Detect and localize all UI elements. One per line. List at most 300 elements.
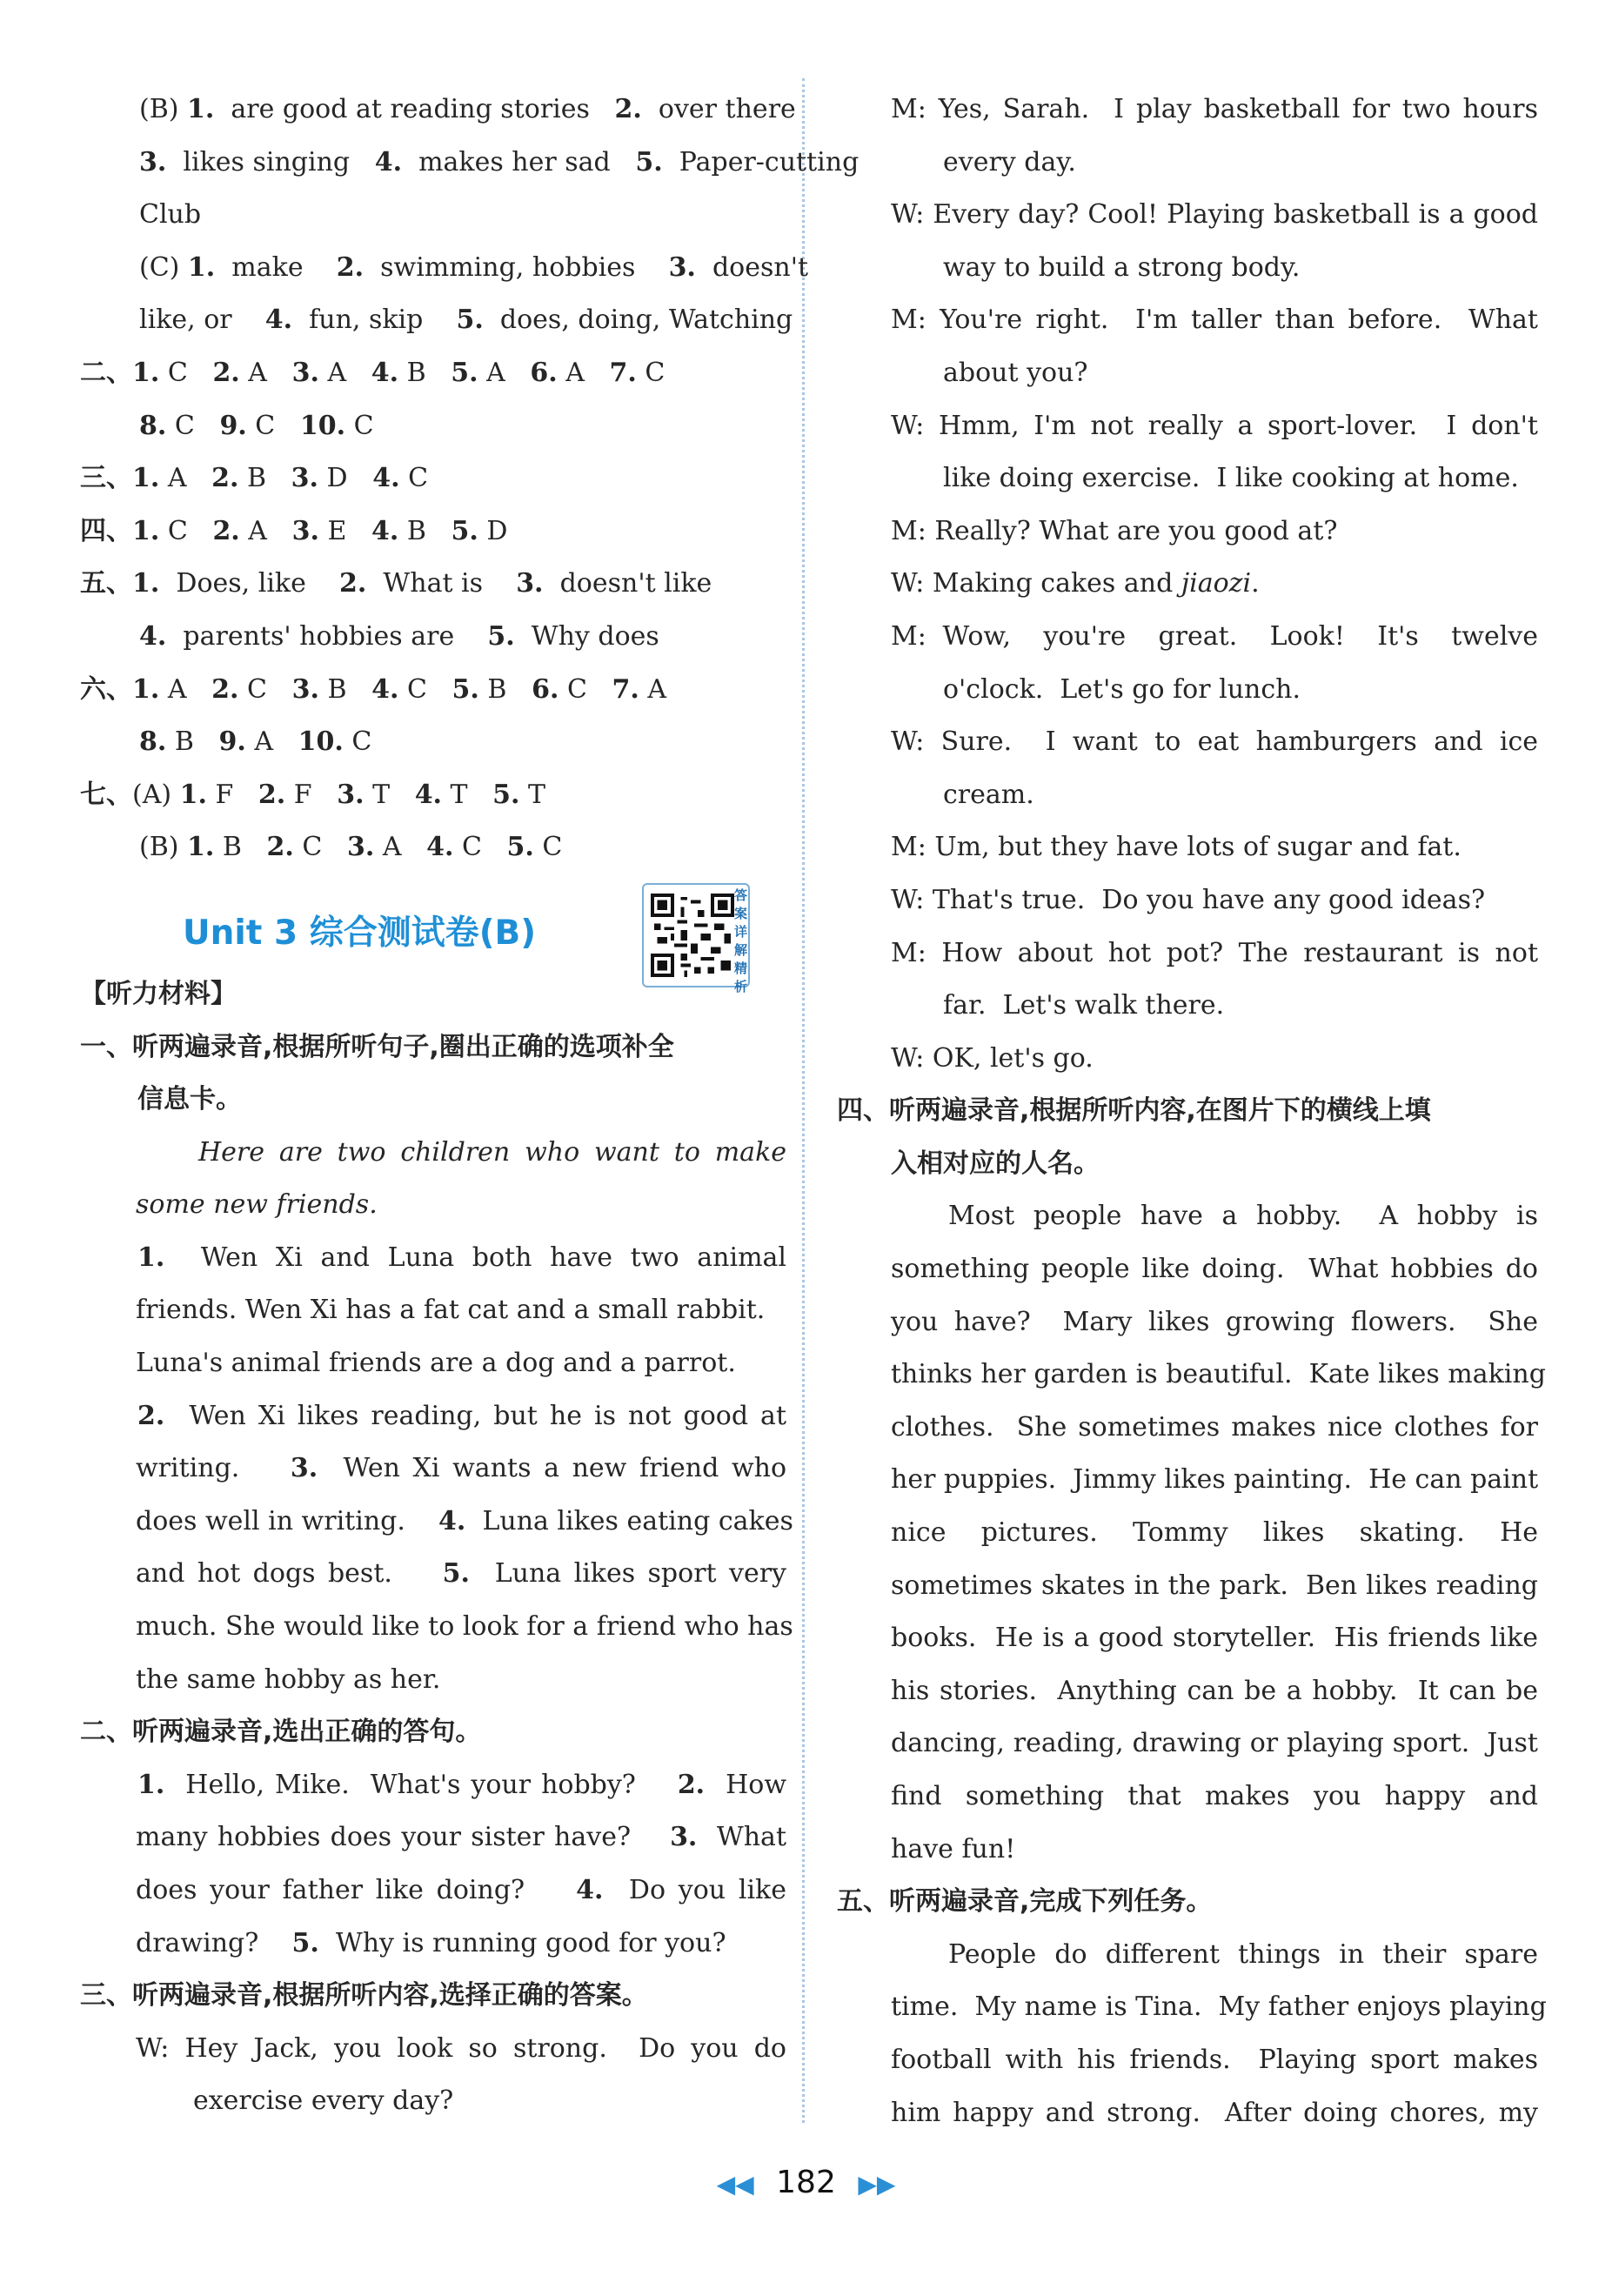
text-run: swimming, hobbies bbox=[364, 251, 669, 283]
text-run: B bbox=[318, 673, 372, 705]
text-line-content bbox=[948, 1929, 1538, 1982]
text-run: Do you like bbox=[603, 1875, 786, 1905]
text-run: T bbox=[519, 779, 546, 810]
text-line bbox=[80, 1601, 793, 1654]
text-line bbox=[80, 1759, 786, 1812]
text-run: dancing, reading, drawing or playing sport. Just bbox=[891, 1728, 1538, 1759]
text-run: 5. bbox=[456, 305, 484, 336]
text-line-content bbox=[139, 189, 201, 242]
text-run: are good at reading stories bbox=[214, 94, 615, 124]
text-run: C bbox=[246, 410, 300, 441]
text-run: 1. bbox=[132, 515, 160, 546]
text-run: 3. bbox=[291, 515, 319, 546]
text-line bbox=[80, 1496, 793, 1549]
text-line bbox=[873, 1033, 1536, 1086]
text-line bbox=[873, 716, 1536, 769]
text-line-content bbox=[891, 189, 1538, 242]
text-run: 3. bbox=[291, 357, 319, 388]
text-line bbox=[80, 137, 860, 190]
text-line-content bbox=[891, 1507, 1538, 1560]
text-line bbox=[80, 716, 786, 769]
text-line bbox=[873, 2034, 1536, 2087]
text-run: C bbox=[159, 357, 213, 388]
text-run: People do different things in their spare bbox=[948, 1938, 1538, 1970]
text-line bbox=[80, 1179, 786, 1232]
text-run: 2. bbox=[211, 673, 239, 705]
text-line-content bbox=[891, 1243, 1538, 1296]
text-run: o'clock. Let's go for lunch. bbox=[943, 673, 1301, 705]
text-run: Luna likes sport very bbox=[469, 1558, 786, 1590]
text-run: him happy and strong. After doing chores, my bbox=[891, 2097, 1538, 2128]
text-line bbox=[873, 664, 1536, 717]
text-run: W: Making cakes and bbox=[891, 568, 1181, 599]
text-run: does well in writing. bbox=[136, 1505, 439, 1536]
text-line-content bbox=[891, 1981, 1547, 2034]
text-run: 9. bbox=[219, 410, 247, 441]
text-line bbox=[80, 968, 786, 1021]
text-line-content bbox=[136, 1918, 726, 1971]
text-run: jiaozi bbox=[1181, 568, 1252, 599]
text-run: you have? Mary likes growing flowers. She bbox=[891, 1306, 1538, 1337]
text-line-content bbox=[891, 716, 1538, 769]
text-run: 1. bbox=[132, 357, 160, 388]
text-run: B bbox=[214, 832, 267, 863]
text-run: 5. bbox=[451, 515, 478, 546]
text-line-content bbox=[891, 1454, 1538, 1507]
text-run: 三、 bbox=[80, 463, 132, 494]
text-run: 4. bbox=[371, 515, 399, 546]
text-run: find something that makes you happy and bbox=[891, 1781, 1538, 1811]
text-run: How bbox=[705, 1769, 786, 1800]
text-run: B bbox=[238, 463, 291, 494]
text-line bbox=[80, 505, 786, 559]
text-run: fun, skip bbox=[292, 305, 457, 336]
text-line bbox=[873, 1349, 1546, 1402]
text-line-content bbox=[891, 874, 1485, 927]
text-line-content bbox=[948, 1190, 1538, 1243]
text-run: 2. bbox=[211, 463, 239, 494]
text-run: 5. bbox=[451, 357, 478, 388]
text-run: (A) bbox=[132, 779, 180, 810]
text-run: 6. bbox=[532, 673, 559, 705]
text-run: A bbox=[374, 832, 427, 863]
text-run: over there bbox=[641, 94, 796, 124]
text-line-content bbox=[891, 2087, 1538, 2140]
text-run: cream. bbox=[943, 779, 1034, 810]
text-line bbox=[873, 1243, 1536, 1296]
text-run: clothes. She sometimes makes nice clothes for bbox=[891, 1411, 1538, 1443]
text-line bbox=[80, 1390, 786, 1443]
text-run: C bbox=[238, 673, 292, 705]
text-run: C bbox=[159, 515, 213, 546]
text-run: way to build a strong body. bbox=[943, 251, 1301, 283]
text-line-content bbox=[136, 1811, 786, 1864]
text-run: far. Let's walk there. bbox=[943, 990, 1225, 1021]
text-line-content bbox=[891, 1612, 1538, 1665]
text-run: 1. bbox=[187, 251, 216, 283]
text-run: (C) bbox=[139, 251, 188, 283]
text-run: B bbox=[398, 357, 451, 388]
text-run: Does, like bbox=[159, 568, 340, 599]
listening-material-continued bbox=[837, 84, 1547, 2139]
text-run: 4. bbox=[576, 1875, 604, 1905]
text-line bbox=[873, 927, 1536, 981]
text-run: 2. bbox=[336, 251, 365, 283]
text-line bbox=[873, 1981, 1547, 2034]
text-run: C bbox=[293, 832, 347, 863]
text-run: Wen Xi likes reading, but he is not good at bbox=[164, 1400, 786, 1431]
text-line-content bbox=[80, 558, 712, 611]
text-run: 8. bbox=[139, 410, 167, 441]
text-line-content bbox=[891, 611, 1538, 664]
text-run: football with his friends. Playing sport makes bbox=[891, 2044, 1538, 2075]
text-line bbox=[837, 1876, 1536, 1929]
text-line-content bbox=[891, 1033, 1094, 1086]
text-run: 10. bbox=[299, 410, 346, 441]
text-line bbox=[873, 611, 1536, 664]
text-run: W: Hmm, I'm not really a sport-lover. I don't bbox=[891, 410, 1538, 441]
text-run: 5. bbox=[492, 779, 520, 810]
text-run: 三、听两遍录音,根据所听内容,选择正确的答案。 bbox=[80, 1980, 648, 2012]
text-run: some new friends. bbox=[136, 1189, 378, 1221]
text-run: M: You're right. I'm taller than before. What bbox=[891, 305, 1538, 336]
text-line bbox=[80, 452, 786, 505]
text-line bbox=[80, 1443, 786, 1496]
text-line-content bbox=[139, 400, 374, 453]
text-run: M: Really? What are you good at? bbox=[891, 515, 1338, 546]
text-run: Luna likes eating cakes bbox=[465, 1505, 793, 1536]
text-line-content bbox=[891, 821, 1462, 874]
text-run: C bbox=[166, 410, 220, 441]
text-line-content bbox=[891, 1296, 1538, 1349]
text-line-content bbox=[139, 242, 808, 295]
text-run: sometimes skates in the park. Ben likes reading bbox=[891, 1570, 1538, 1601]
text-line bbox=[873, 84, 1536, 137]
text-run: like, or bbox=[139, 305, 265, 336]
text-line-content bbox=[80, 1021, 674, 1074]
text-line-content bbox=[837, 1085, 1431, 1138]
text-line-content bbox=[891, 2034, 1538, 2087]
text-run: 3. bbox=[516, 568, 544, 599]
text-line bbox=[80, 1918, 786, 1971]
text-line-content bbox=[193, 2075, 453, 2128]
text-run: A bbox=[159, 463, 212, 494]
text-line-content bbox=[136, 1601, 793, 1654]
text-run: M: Wow, you're great. Look! It's twelve bbox=[891, 620, 1538, 652]
text-line-content bbox=[136, 1337, 736, 1390]
column-divider bbox=[802, 78, 805, 2123]
text-line-content bbox=[198, 1127, 786, 1180]
text-run: C bbox=[345, 410, 374, 441]
text-line-content bbox=[891, 1824, 1015, 1877]
unit-title: Unit 3 综合测试卷(B) bbox=[183, 913, 537, 953]
text-line-content bbox=[139, 137, 859, 190]
text-run: make bbox=[215, 251, 337, 283]
text-run: D bbox=[478, 515, 508, 546]
text-line bbox=[80, 189, 786, 242]
text-run: 6. bbox=[530, 357, 558, 388]
text-run: 1. bbox=[137, 1242, 165, 1273]
text-run: drawing? bbox=[136, 1927, 292, 1958]
text-run: 4. bbox=[139, 620, 167, 652]
text-run: 2. bbox=[212, 515, 240, 546]
text-run: 5. bbox=[291, 1927, 319, 1958]
text-line-content bbox=[80, 968, 237, 1021]
text-run: 3. bbox=[291, 463, 318, 494]
text-run: W: OK, let's go. bbox=[891, 1042, 1094, 1074]
text-run: doesn't like bbox=[543, 568, 712, 599]
text-run: 4. bbox=[374, 146, 403, 177]
text-line-content bbox=[891, 294, 1538, 347]
text-line-content bbox=[139, 294, 793, 347]
text-run: her puppies. Jimmy likes painting. He can paint bbox=[891, 1464, 1539, 1496]
text-line-content bbox=[891, 505, 1337, 559]
text-line bbox=[80, 821, 786, 874]
text-run: 六、 bbox=[80, 673, 132, 705]
qr-code-icon bbox=[651, 892, 734, 979]
text-run: 2. bbox=[266, 832, 294, 863]
text-run: time. My name is Tina. My father enjoys playing bbox=[891, 1991, 1547, 2023]
next-page-arrows[interactable]: ▶▶ bbox=[858, 2170, 896, 2199]
text-run: 2. bbox=[339, 568, 367, 599]
text-line bbox=[873, 874, 1536, 927]
text-run: 5. bbox=[635, 146, 663, 177]
text-run: about you? bbox=[943, 357, 1088, 388]
text-run: T bbox=[442, 779, 493, 810]
text-line-content bbox=[136, 1179, 378, 1232]
text-run: What bbox=[697, 1822, 786, 1853]
text-run: 8. bbox=[139, 726, 167, 758]
text-run: 3. bbox=[346, 832, 375, 863]
text-line bbox=[873, 1612, 1536, 1665]
text-line-content bbox=[136, 1284, 765, 1337]
text-line-content bbox=[891, 1560, 1538, 1613]
text-line bbox=[873, 1665, 1536, 1718]
text-run: W: Every day? Cool! Playing basketball is a good bbox=[891, 199, 1538, 231]
text-run: A bbox=[557, 357, 610, 388]
text-line-content bbox=[136, 2023, 786, 2076]
text-run: 四、听两遍录音,根据所听内容,在图片下的横线上填 bbox=[837, 1095, 1431, 1127]
text-run: many hobbies does your sister have? bbox=[136, 1822, 671, 1853]
text-run: 4. bbox=[438, 1505, 466, 1536]
text-line bbox=[873, 1507, 1536, 1560]
text-run: 4. bbox=[414, 779, 443, 810]
text-run: much. She would like to look for a friend who has bbox=[136, 1611, 793, 1643]
text-line bbox=[80, 242, 809, 295]
text-run: Club bbox=[139, 199, 202, 231]
left-column bbox=[80, 84, 860, 2128]
text-line bbox=[873, 980, 1536, 1033]
text-run: have fun! bbox=[891, 1833, 1016, 1864]
text-run: 4. bbox=[371, 357, 399, 388]
text-line-content bbox=[943, 664, 1301, 717]
text-run: doesn't bbox=[695, 251, 809, 283]
prev-page-arrows[interactable]: ◀◀ bbox=[716, 2170, 754, 2199]
text-line bbox=[873, 452, 1536, 505]
text-line bbox=[873, 1717, 1536, 1771]
text-line-content bbox=[136, 1548, 786, 1601]
text-line bbox=[80, 1548, 786, 1601]
text-run: likes singing bbox=[166, 146, 375, 177]
text-line-content bbox=[943, 137, 1076, 190]
text-run: 1. bbox=[132, 568, 160, 599]
text-line bbox=[873, 1560, 1536, 1613]
text-line-content bbox=[137, 1390, 786, 1443]
text-run: 3. bbox=[670, 1822, 698, 1853]
text-line-content bbox=[137, 1759, 786, 1812]
text-line bbox=[80, 1074, 786, 1127]
text-run: 3. bbox=[291, 673, 319, 705]
text-line-content bbox=[837, 1876, 1212, 1929]
text-line bbox=[873, 558, 1536, 611]
text-run: . bbox=[1251, 568, 1260, 599]
text-line-content bbox=[943, 242, 1300, 295]
text-line-content bbox=[943, 452, 1519, 505]
listening-material-section bbox=[80, 968, 793, 2128]
text-run: 1. bbox=[132, 673, 160, 705]
text-run: C bbox=[636, 357, 666, 388]
text-run: 1. bbox=[187, 94, 215, 124]
text-line bbox=[873, 242, 1536, 295]
text-line bbox=[837, 1085, 1536, 1138]
text-line bbox=[80, 1654, 786, 1707]
text-run: 5. bbox=[506, 832, 534, 863]
text-run: C bbox=[453, 832, 507, 863]
text-run: exercise every day? bbox=[193, 2085, 454, 2117]
text-line bbox=[873, 1296, 1536, 1349]
text-run: his stories. Anything can be a hobby. It can be bbox=[891, 1675, 1538, 1706]
text-run: A bbox=[245, 726, 298, 758]
text-line-content bbox=[136, 1496, 793, 1549]
text-line-content bbox=[136, 1443, 786, 1496]
text-run: M: Um, but they have lots of sugar and fat. bbox=[891, 832, 1462, 863]
text-run: 五、听两遍录音,完成下列任务。 bbox=[837, 1886, 1213, 1918]
text-line bbox=[873, 1190, 1536, 1243]
text-run: friends. Wen Xi has a fat cat and a small rabbit. bbox=[136, 1295, 766, 1326]
text-run: 1. bbox=[132, 463, 160, 494]
text-line bbox=[80, 1706, 786, 1759]
text-run: Wen Xi wants a new friend who bbox=[318, 1453, 786, 1484]
text-run: 3. bbox=[337, 779, 365, 810]
text-line-content bbox=[891, 84, 1538, 137]
right-column bbox=[837, 84, 1547, 2139]
text-run: 4. bbox=[371, 673, 399, 705]
text-run: T bbox=[364, 779, 415, 810]
text-line-content bbox=[80, 452, 428, 505]
text-run: makes her sad bbox=[402, 146, 636, 177]
text-line bbox=[873, 821, 1536, 874]
text-run: 2. bbox=[677, 1769, 706, 1800]
text-run: 10. bbox=[298, 726, 344, 758]
text-run: 5. bbox=[451, 673, 479, 705]
text-run: 4. bbox=[426, 832, 454, 863]
text-run: Hello, Mike. What's your hobby? bbox=[164, 1769, 678, 1800]
text-run: Most people have a hobby. A hobby is bbox=[948, 1201, 1538, 1232]
text-run: C bbox=[399, 463, 429, 494]
text-run: A bbox=[478, 357, 531, 388]
text-run: books. He is a good storyteller. His friends like bbox=[891, 1623, 1538, 1654]
text-run: 二、听两遍录音,选出正确的答句。 bbox=[80, 1717, 482, 1748]
text-line bbox=[80, 1970, 786, 2023]
text-line bbox=[80, 558, 786, 611]
text-line-content bbox=[891, 1717, 1538, 1771]
text-line-content bbox=[137, 1232, 786, 1285]
text-run: 7. bbox=[612, 673, 639, 705]
text-line-content bbox=[891, 400, 1538, 453]
text-run: every day. bbox=[943, 146, 1076, 177]
text-run: 四、 bbox=[80, 515, 132, 546]
text-run: E bbox=[318, 515, 371, 546]
text-line-content bbox=[891, 558, 1260, 611]
text-line-content bbox=[891, 1349, 1546, 1402]
text-line-content bbox=[137, 1074, 242, 1127]
text-run: A bbox=[639, 673, 667, 705]
text-run: 2. bbox=[212, 357, 240, 388]
text-run: 2. bbox=[614, 94, 642, 124]
text-run: 4. bbox=[264, 305, 293, 336]
text-run: (B) bbox=[139, 832, 187, 863]
text-line-content bbox=[891, 1665, 1538, 1718]
text-line bbox=[80, 1127, 786, 1180]
page-footer bbox=[0, 2165, 1612, 2200]
text-line bbox=[873, 347, 1536, 400]
text-line-content bbox=[139, 84, 796, 137]
text-line-content bbox=[943, 347, 1087, 400]
text-run: W: Hey Jack, you look so strong. Do you do bbox=[136, 2032, 786, 2064]
text-run: C bbox=[343, 726, 372, 758]
text-run: What is bbox=[366, 568, 517, 599]
text-run: W: That's true. Do you have any good ideas? bbox=[891, 884, 1486, 915]
text-line bbox=[80, 400, 786, 453]
text-line bbox=[873, 294, 1536, 347]
text-line bbox=[873, 2087, 1536, 2140]
text-run: Here are two children who want to make bbox=[198, 1136, 786, 1168]
text-line-content bbox=[80, 1970, 648, 2023]
text-line bbox=[873, 400, 1536, 453]
text-line bbox=[873, 189, 1536, 242]
text-run: and hot dogs best. bbox=[136, 1558, 443, 1590]
text-run: C bbox=[559, 673, 612, 705]
text-run: 二、 bbox=[80, 357, 132, 388]
text-line-content bbox=[80, 664, 666, 717]
text-run: M: Yes, Sarah. I play basketball for two hours bbox=[891, 94, 1538, 124]
answer-key-section bbox=[80, 84, 860, 874]
text-run: 入相对应的人名。 bbox=[891, 1148, 1100, 1179]
text-run: 7. bbox=[609, 357, 637, 388]
text-run: does, doing, Watching bbox=[483, 305, 793, 336]
text-line bbox=[873, 1929, 1536, 1982]
text-line bbox=[80, 347, 786, 400]
text-run: Paper-cutting bbox=[662, 146, 860, 177]
text-run: A bbox=[318, 357, 371, 388]
text-run: W: Sure. I want to eat hamburgers and ice bbox=[891, 726, 1538, 758]
text-run: 1. bbox=[179, 779, 207, 810]
text-line bbox=[80, 1337, 786, 1390]
text-run: like doing exercise. I like cooking at home. bbox=[943, 463, 1519, 494]
text-line-content bbox=[891, 1771, 1538, 1824]
text-run: 3. bbox=[290, 1453, 318, 1484]
text-line bbox=[80, 2023, 786, 2076]
text-line bbox=[873, 769, 1536, 822]
text-run: thinks her garden is beautiful. Kate likes making bbox=[891, 1359, 1546, 1390]
text-line bbox=[80, 294, 793, 347]
text-line-content bbox=[80, 1706, 481, 1759]
text-line bbox=[873, 1824, 1536, 1877]
text-run: 1. bbox=[187, 832, 215, 863]
text-line-content bbox=[139, 821, 562, 874]
qr-caption: 答案详解精析 bbox=[734, 887, 748, 994]
text-run: B bbox=[166, 726, 219, 758]
